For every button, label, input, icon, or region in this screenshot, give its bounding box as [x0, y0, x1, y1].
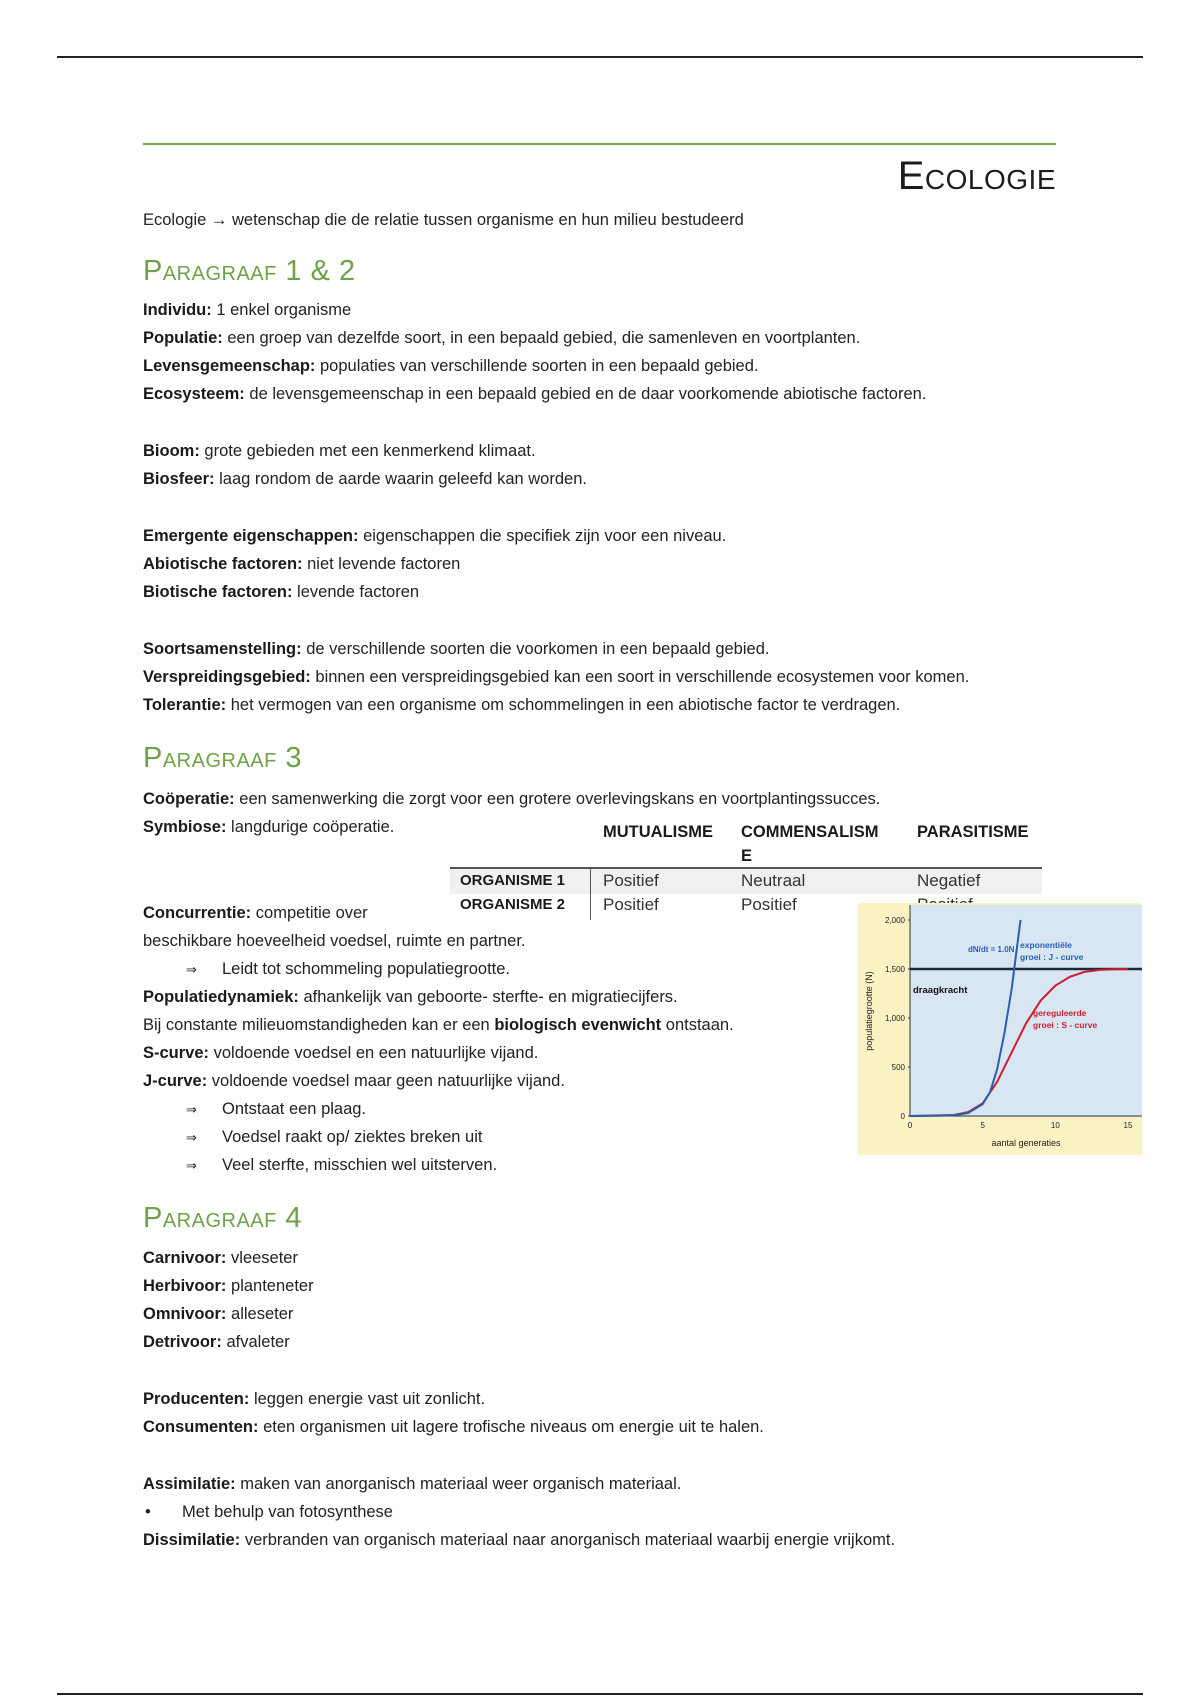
- table-row-label: ORGANISME 2: [460, 896, 566, 913]
- definition: Abiotische factoren: niet levende factoren: [143, 555, 461, 573]
- s-curve-label-1: gereguleerde: [1033, 1008, 1087, 1018]
- double-arrow-icon: ⇒: [186, 1130, 197, 1145]
- bullet-item: • Met behulp van fotosynthese: [143, 1498, 393, 1526]
- definition: Verspreidingsgebied: binnen een verspreidingsgebied kan een soort in verschillende ecosystemen voor komen.: [143, 668, 970, 686]
- definition: Levensgemeenschap: populaties van verschillende soorten in een bepaald gebied.: [143, 357, 759, 375]
- definition: Individu: 1 enkel organisme: [143, 301, 352, 319]
- plot-area: [910, 905, 1142, 1117]
- arrow-icon: →: [210, 211, 228, 229]
- title-rule: [143, 143, 1056, 145]
- x-tick-label: 0: [907, 1121, 913, 1130]
- table-cell: Positief: [741, 895, 797, 914]
- y-tick-label: 2,000: [884, 916, 905, 925]
- definition: Omnivoor: alleseter: [143, 1305, 294, 1323]
- x-tick-label: 15: [1123, 1121, 1133, 1130]
- j-curve-label-1: exponentiële: [1020, 940, 1072, 950]
- definition: Tolerantie: het vermogen van een organisme om schommelingen in een abiotische factor te verdragen.: [143, 696, 901, 714]
- page-title: Ecologie: [897, 154, 1056, 198]
- table-header-wrap: E: [741, 847, 753, 865]
- double-arrow-icon: ⇒: [186, 962, 197, 977]
- definition: Coöperatie: een samenwerking die zorgt voor een grotere overlevingskans en voortplantingssucces.: [143, 790, 881, 808]
- table-header: COMMENSALISM: [741, 823, 879, 841]
- y-tick-label: 500: [891, 1063, 905, 1072]
- s-curve-label-2: groei : S - curve: [1033, 1020, 1098, 1030]
- table-cell: Neutraal: [741, 871, 806, 890]
- table-row-label: ORGANISME 1: [460, 872, 566, 889]
- table-cell: Positief: [603, 871, 659, 890]
- table-divider: [590, 868, 591, 920]
- intro-text: wetenschap die de relatie tussen organisme en hun milieu bestudeerd: [231, 211, 744, 229]
- definition: Populatiedynamiek: afhankelijk van geboorte- sterfte- en migratiecijfers.: [143, 988, 678, 1006]
- definition: Biosfeer: laag rondom de aarde waarin geleefd kan worden.: [143, 470, 587, 488]
- definition: Concurrentie: competitie over: [143, 904, 368, 922]
- heading-paragraaf-3: Paragraaf 3: [143, 742, 303, 774]
- definition: Soortsamenstelling: de verschillende soorten die voorkomen in een bepaald gebied.: [143, 640, 770, 658]
- definition: Bioom: grote gebieden met een kenmerkend klimaat.: [143, 442, 536, 460]
- definition: Herbivoor: planteneter: [143, 1277, 314, 1295]
- arrow-item: ⇒ Ontstaat een plaag.: [186, 1095, 366, 1124]
- definition: Carnivoor: vleeseter: [143, 1249, 298, 1267]
- j-curve-label-2: groei : J - curve: [1020, 952, 1084, 962]
- definition: Dissimilatie: verbranden van organisch materiaal naar anorganisch materiaal waarbij energie vrijkomt.: [143, 1531, 896, 1549]
- definition: Detrivoor: afvaleter: [143, 1333, 290, 1351]
- double-arrow-icon: ⇒: [186, 1158, 197, 1173]
- double-arrow-icon: ⇒: [186, 1102, 197, 1117]
- definition: S-curve: voldoende voedsel en een natuurlijke vijand.: [143, 1044, 539, 1062]
- x-tick-label: 5: [980, 1121, 985, 1130]
- definition: Ecosysteem: de levensgemeenschap in een bepaald gebied en de daar voorkomende abiotische factoren.: [143, 385, 927, 403]
- population-growth-chart: [858, 903, 1142, 1155]
- arrow-item: ⇒ Leidt tot schommeling populatiegrootte.: [186, 955, 510, 984]
- definition: Consumenten: eten organismen uit lagere trofische niveaus om energie uit te halen.: [143, 1418, 764, 1436]
- top-rule: [57, 56, 1143, 58]
- bullet-icon: •: [145, 1503, 151, 1521]
- carrying-capacity-label: draagkracht: [913, 985, 968, 996]
- definition: Assimilatie: maken van anorganisch materiaal weer organisch materiaal.: [143, 1475, 682, 1493]
- table-header: MUTUALISME: [603, 823, 713, 841]
- intro-term: Ecologie: [143, 211, 207, 229]
- arrow-item: ⇒ Voedsel raakt op/ ziektes breken uit: [186, 1123, 483, 1152]
- definition: Populatie: een groep van dezelfde soort, in een bepaald gebied, die samenleven en voortplanten.: [143, 329, 861, 347]
- definition: Symbiose: langdurige coöperatie.: [143, 818, 395, 836]
- bottom-rule: [57, 1693, 1143, 1695]
- x-axis-label: aantal generaties: [991, 1138, 1061, 1148]
- definition: Producenten: leggen energie vast uit zonlicht.: [143, 1390, 486, 1408]
- table-header: PARASITISME: [917, 823, 1029, 841]
- definition: Emergente eigenschappen: eigenschappen die specifiek zijn voor een niveau.: [143, 527, 727, 545]
- heading-paragraaf-4: Paragraaf 4: [143, 1202, 303, 1234]
- intro-line: [143, 206, 744, 234]
- y-axis-label: populatiegrootte (N): [864, 971, 874, 1051]
- y-tick-label: 1,500: [884, 965, 905, 974]
- definition: J-curve: voldoende voedsel maar geen natuurlijke vijand.: [143, 1072, 565, 1090]
- formula-label: dN/dt = 1.0N: [968, 945, 1015, 954]
- heading-paragraaf-1-2: Paragraaf 1 & 2: [143, 255, 356, 287]
- evenwicht-line: Bij constante milieuomstandigheden kan er een biologisch evenwicht ontstaan.: [143, 1016, 734, 1034]
- y-tick-label: 0: [900, 1112, 905, 1121]
- table-cell: Positief: [603, 895, 659, 914]
- definition: Biotische factoren: levende factoren: [143, 583, 420, 601]
- arrow-item: ⇒ Veel sterfte, misschien wel uitsterven.: [186, 1151, 497, 1180]
- definition-continued: beschikbare hoeveelheid voedsel, ruimte en partner.: [143, 932, 526, 950]
- y-tick-label: 1,000: [884, 1014, 905, 1023]
- table-cell: Negatief: [917, 871, 981, 890]
- x-tick-label: 10: [1050, 1121, 1060, 1130]
